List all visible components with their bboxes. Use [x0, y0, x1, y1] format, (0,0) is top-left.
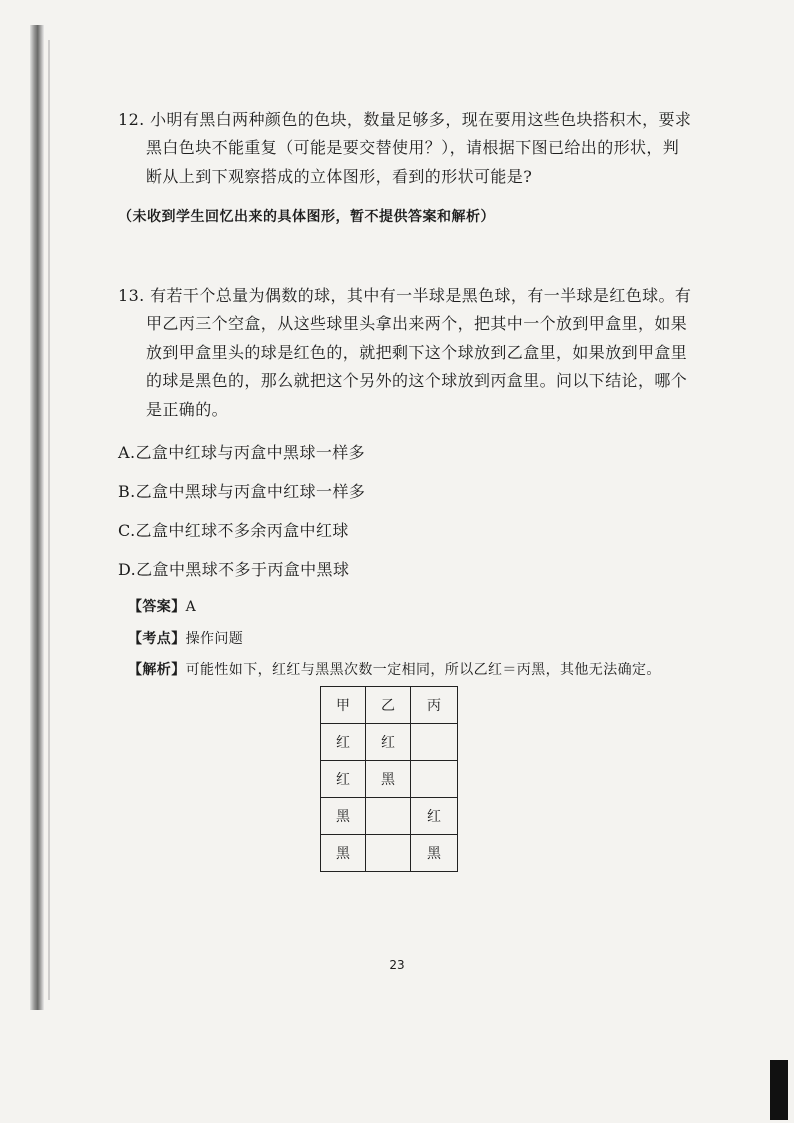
table-cell: 红 [411, 798, 458, 835]
q13-line-4: 的球是黑色的，那么就把这个另外的这个球放到丙盒里。问以下结论，哪个 [146, 371, 688, 390]
table-cell [366, 798, 411, 835]
analysis-value: 可能性如下，红红与黑黑次数一定相同，所以乙红＝丙黑，其他无法确定。 [185, 662, 661, 678]
table-header-row [321, 687, 458, 724]
topic-tag: 【考点】 [128, 631, 186, 647]
q12-line-3: 断从上到下观察搭成的立体图形，看到的形状可能是? [146, 167, 533, 186]
option-a: A.乙盒中红球与丙盒中黑球一样多 [118, 443, 366, 462]
page-number: 23 [389, 958, 405, 972]
q13-line-1: 13. 有若干个总量为偶数的球，其中有一半球是黑色球，有一半球是红色球。有 [118, 286, 692, 305]
table-cell [411, 724, 458, 761]
option-d: D.乙盒中黑球不多于丙盒中黑球 [118, 560, 350, 579]
table-row [321, 761, 458, 798]
q13-line-5: 是正确的。 [146, 400, 229, 419]
option-c: C.乙盒中红球不多余丙盒中红球 [118, 521, 349, 540]
q12-line-1: 12. 小明有黑白两种颜色的色块，数量足够多，现在要用这些色块搭积木，要求 [118, 110, 692, 129]
table-header-cell: 丙 [411, 687, 458, 724]
topic-line [128, 628, 243, 648]
q12-note: （未收到学生回忆出来的具体图形，暂不提供答案和解析） [118, 209, 495, 225]
analysis-tag: 【解析】 [128, 662, 186, 678]
table-cell: 黑 [321, 835, 366, 872]
table-row [321, 724, 458, 761]
table-header-cell: 乙 [366, 687, 411, 724]
table-cell: 红 [366, 724, 411, 761]
table-cell [411, 761, 458, 798]
analysis-line [128, 659, 661, 679]
table-row [321, 798, 458, 835]
table-header-cell: 甲 [321, 687, 366, 724]
table-cell: 红 [321, 761, 366, 798]
option-b: B.乙盒中黑球与丙盒中红球一样多 [118, 482, 366, 501]
table-cell: 黑 [366, 761, 411, 798]
table-cell: 红 [321, 724, 366, 761]
table-cell: 黑 [321, 798, 366, 835]
q13-line-3: 放到甲盒里头的球是红色的，就把剩下这个球放到乙盒里，如果放到甲盒里 [146, 343, 688, 362]
q12-line-2: 黑白色块不能重复（可能是要交替使用？），请根据下图已给出的形状，判 [146, 138, 680, 157]
scan-binding-shadow [48, 40, 50, 1000]
possibility-table [320, 686, 458, 872]
scan-binding-edge [30, 25, 44, 1010]
answer-tag: 【答案】 [128, 599, 186, 615]
answer-line [128, 596, 196, 616]
topic-value: 操作问题 [185, 631, 244, 647]
answer-value: A [185, 599, 197, 615]
q13-line-2: 甲乙丙三个空盒，从这些球里头拿出来两个，把其中一个放到甲盒里，如果 [146, 314, 688, 333]
table-cell [366, 835, 411, 872]
table-row [321, 835, 458, 872]
table-cell: 黑 [411, 835, 458, 872]
scan-corner-mark [770, 1060, 788, 1120]
